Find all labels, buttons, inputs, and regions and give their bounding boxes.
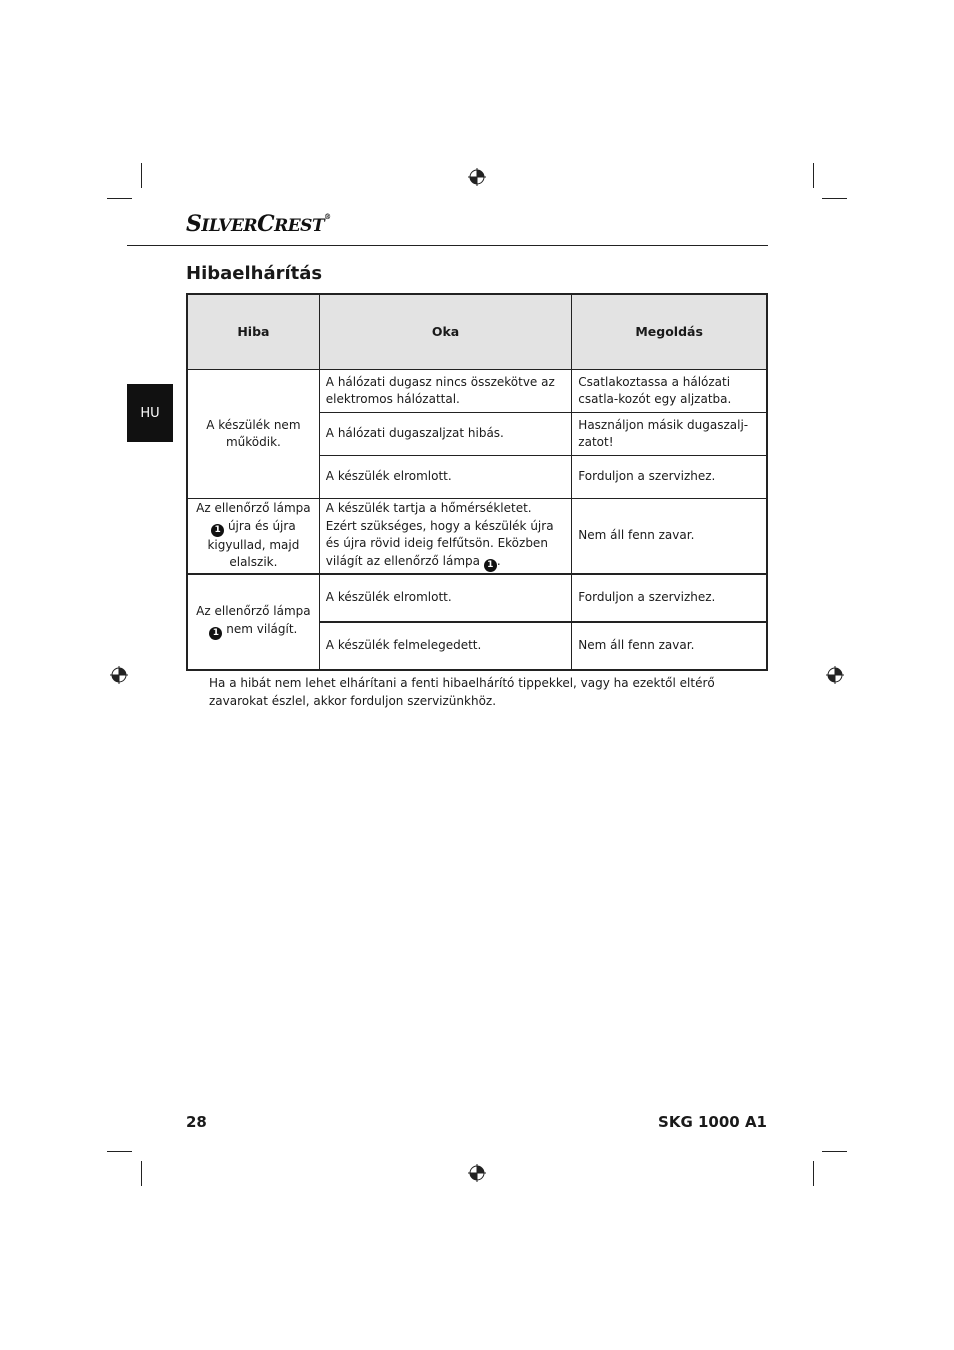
registration-mark-icon [826, 666, 844, 684]
registration-mark-icon [468, 168, 486, 186]
solution-cell: Nem áll fenn zavar. [572, 622, 767, 670]
table-row [187, 370, 767, 413]
indicator-lamp-marker: 1 [484, 559, 497, 572]
indicator-lamp-marker: 1 [211, 524, 224, 537]
crop-mark [141, 1161, 142, 1186]
crop-mark [813, 1161, 814, 1186]
table-header-row [187, 294, 767, 370]
problem-cell: Az ellenőrző lámpa 1 újra és újra kigyullad, majd elalszik. [187, 499, 319, 574]
cause-cell: A hálózati dugaszaljzat hibás. [319, 413, 572, 456]
crop-mark [107, 198, 132, 199]
page-number: 28 [186, 1113, 207, 1131]
footnote: Ha a hibát nem lehet elhárítani a fenti hibaelhárító tippekkel, vagy ha ezektől eltérő zavarokat észlel, akkor forduljon szervizünkhöz. [209, 676, 715, 708]
solution-cell: Forduljon a szervizhez. [572, 456, 767, 499]
crop-mark [141, 163, 142, 188]
table-row [187, 499, 767, 574]
page-title: Hibaelhárítás [186, 263, 323, 284]
brand-logo: SILVERCREST® [186, 211, 331, 237]
solution-cell: Forduljon a szervizhez. [572, 574, 767, 622]
problem-cell: A készülék nem működik. [187, 370, 319, 499]
cause-cell: A készülék elromlott. [319, 574, 572, 622]
solution-cell: Csatlakoztassa a hálózati csatla-kozót egy aljzatba. [572, 370, 767, 413]
problem-cell: Az ellenőrző lámpa 1 nem világít. [187, 574, 319, 670]
crop-mark [813, 163, 814, 188]
language-tab: HU [127, 384, 173, 442]
header-cause: Oka [319, 294, 572, 370]
header-solution: Megoldás [572, 294, 767, 370]
registration-mark-icon [110, 666, 128, 684]
crop-mark [822, 1151, 847, 1152]
model-number: SKG 1000 A1 [658, 1113, 767, 1131]
crop-mark [822, 198, 847, 199]
header-problem: Hiba [187, 294, 319, 370]
solution-cell: Használjon másik dugaszalj-zatot! [572, 413, 767, 456]
header-rule [127, 245, 768, 246]
indicator-lamp-marker: 1 [209, 627, 222, 640]
cause-cell: A készülék felmelegedett. [319, 622, 572, 670]
crop-mark [107, 1151, 132, 1152]
table-row [187, 574, 767, 622]
cause-cell: A készülék tartja a hőmérsékletet. Ezért szükséges, hogy a készülék újra és újra rövid ideig felfűtsön. Eközben világít az ellenőrző lámpa 1 . [319, 499, 572, 574]
solution-cell: Nem áll fenn zavar. [572, 499, 767, 574]
troubleshooting-table [186, 293, 768, 671]
cause-cell: A készülék elromlott. [319, 456, 572, 499]
cause-cell: A hálózati dugasz nincs összekötve az elektromos hálózattal. [319, 370, 572, 413]
registration-mark-icon [468, 1164, 486, 1182]
